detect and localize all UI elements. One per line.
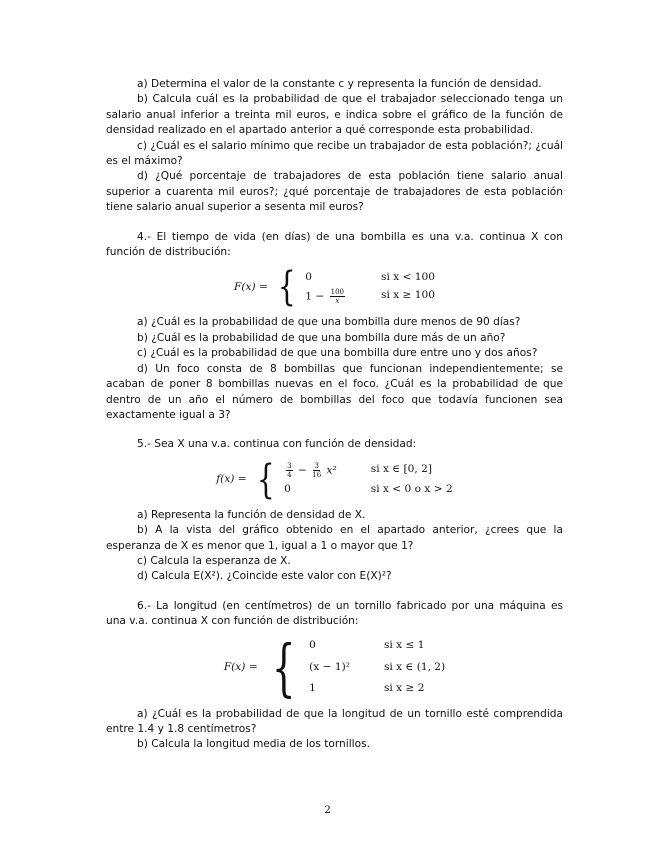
- ex4-row2-fraction: [330, 288, 345, 305]
- ex5-row1-num2: 3: [314, 462, 319, 471]
- ex5-row1-cond: si x ∈ [0, 2]: [370, 463, 432, 476]
- ex5-row1-den2: 16: [312, 471, 322, 480]
- ex5-row1-var: x²: [326, 464, 337, 477]
- ex6-row3-expr: 1: [309, 682, 316, 695]
- ex6-brace: {: [271, 630, 296, 704]
- ex4-item-b: b) ¿Cuál es la probabilidad de que una bombilla dure más de un año?: [137, 331, 506, 344]
- ex6-statement: 6.- La longitud (en centímetros) de un tornillo fabricado por una máquina es una v.a. continua X con función de distribución:: [106, 599, 563, 628]
- intro-item-a: a) Determina el valor de la constante c y representa la función de densidad.: [137, 78, 542, 90]
- ex4-statement: 4.- El tiempo de vida (en días) de una bombilla es una v.a. continua X con función de distribución:: [106, 230, 563, 259]
- ex6-row1-cond: si x ≤ 1: [383, 639, 425, 652]
- ex4-item-d: d) Un foco consta de 8 bombillas que funcionan independientemente; se acaban de poner 8 bombillas nuevas en el foco. ¿Cuál es la probabilidad de que dentro de un año el número de bombillas del foco que todavía funcionen sea exactamente igual a 3?: [106, 362, 563, 421]
- ex5-row1-num1: 3: [287, 462, 292, 471]
- ex5-row1-den1: 4: [287, 471, 292, 480]
- ex5-item-c: c) Calcula la esperanza de X.: [137, 554, 291, 567]
- ex4-item-c: c) ¿Cuál es la probabilidad de que una bombilla dure entre uno y dos años?: [137, 347, 538, 360]
- intro-item-d: d) ¿Qué porcentaje de trabajadores de esta población tiene salario anual superior a cuarenta mil euros?; ¿qué porcentaje de trabajadores de esta población tiene salario anual superior a sesenta mil euros?: [106, 170, 563, 214]
- ex4-row2-cond: si x ≥ 100: [381, 289, 436, 302]
- ex5-formula: [106, 456, 563, 503]
- ex4-row2-expr: [305, 288, 347, 305]
- ex5-formula-lhs: f(x) =: [216, 473, 247, 486]
- ex4-row2-num: 100: [330, 288, 345, 297]
- ex4-formula-lhs: F(x) =: [233, 280, 268, 293]
- ex6-row1-expr: 0: [309, 639, 316, 652]
- ex6-item-a: a) ¿Cuál es la probabilidad de que la longitud de un tornillo esté comprendida entre 1.4 y 1.8 centímetros?: [106, 707, 563, 735]
- page-number: 2: [324, 804, 331, 816]
- ex6-item-b: b) Calcula la longitud media de los tornillos.: [137, 738, 370, 751]
- ex4-row2-prefix: 1 −: [305, 290, 325, 303]
- ex5-row2-expr: 0: [284, 483, 291, 496]
- document-body: [106, 77, 563, 753]
- ex6-row2-cond: si x ∈ (1, 2): [383, 660, 446, 673]
- ex5-item-d: d) Calcula E(X²). ¿Coincide este valor con E(X)²?: [137, 570, 392, 583]
- intro-item-c: c) ¿Cuál es el salario mínimo que recibe un trabajador de esta población?; ¿cuál es el máximo?: [106, 139, 563, 168]
- intro-item-b: b) Calcula cuál es la probabilidad de que el trabajador seleccionado tenga un salario anual inferior a treinta mil euros, e indica sobre el gráfico de la función de densidad realizado en el apartado anterior a qué corresponde esta probabilidad.: [106, 93, 563, 137]
- ex5-row1-frac2: [312, 462, 321, 479]
- ex5-brace: {: [256, 456, 275, 503]
- ex4-row2-den: x: [335, 297, 340, 306]
- ex5-row1-frac1: [286, 462, 292, 479]
- ex4-item-a: a) ¿Cuál es la probabilidad de que una bombilla dure menos de 90 días?: [137, 316, 521, 329]
- ex5-statement: 5.- Sea X una v.a. continua con función de densidad:: [137, 438, 417, 451]
- ex6-formula: [106, 630, 563, 704]
- ex5-item-b: b) A la vista del gráfico obtenido en el apartado anterior, ¿crees que la esperanza de X es menor que 1, igual a 1 o mayor que 1?: [106, 524, 563, 552]
- ex4-row1-expr: 0: [305, 270, 313, 283]
- ex4-row1-cond: si x < 100: [381, 270, 436, 283]
- ex5-row1-minus: −: [297, 464, 307, 477]
- ex6-formula-lhs: F(x) =: [223, 660, 258, 673]
- ex6-row3-cond: si x ≥ 2: [383, 682, 425, 695]
- ex5-row1-expr: [284, 462, 337, 479]
- ex6-row2-expr: (x − 1)²: [309, 660, 350, 673]
- ex5-row2-cond: si x < 0 o x > 2: [370, 483, 453, 496]
- ex5-item-a: a) Representa la función de densidad de X.: [137, 508, 366, 521]
- ex4-brace: {: [277, 264, 296, 311]
- ex4-formula: [106, 264, 563, 311]
